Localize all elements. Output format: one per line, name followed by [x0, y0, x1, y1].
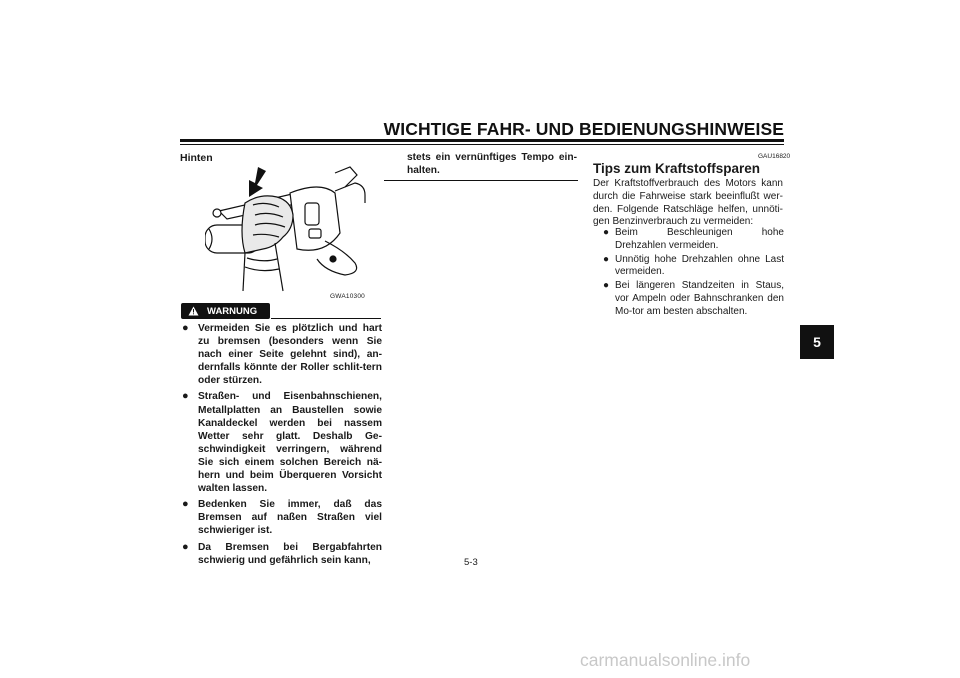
bullet-icon: ● — [603, 227, 610, 238]
page-header-title: WICHTIGE FAHR- UND BEDIENUNGSHINWEISE — [383, 119, 784, 139]
chapter-tab: 5 — [800, 325, 834, 359]
tip-item — [603, 227, 784, 253]
warning-item — [182, 541, 382, 567]
tip-text: Beim Beschleunigen hohe Drehzahlen vermeiden. — [615, 227, 784, 251]
fuel-tips-intro: Der Kraftstoffverbrauch des Motors kann durch die Fahrweise stark beeinflußt wer-den. Folgende Ratschläge helfen, unnöti-gen Benzinverbrauch zu vermeiden: — [593, 178, 783, 228]
warning-continuation: stets ein vernünftiges Tempo ein-halten. — [407, 152, 577, 176]
warning-text: Straßen- und Eisenbahnschienen, Metallplatten an Baustellen sowie Kanaldeckel werden bei nassem Wetter sehr glatt. Deshalb Ge-schwindigkeit verringern, während Sie sich einem solchen Bereich nä-hern und beim Überqueren Vorsicht walten lassen. — [198, 391, 382, 495]
warning-triangle-icon — [188, 306, 199, 316]
section-heading-rear: Hinten — [180, 152, 213, 164]
warning-item — [182, 322, 382, 387]
fuel-tips-list — [603, 227, 784, 320]
warning-label: WARNUNG — [207, 305, 258, 317]
section-heading-fuel-tips: Tips zum Kraftstoffsparen — [593, 161, 761, 176]
tip-text: Bei längeren Standzeiten in Staus, vor Ampeln oder Bahnschranken den Mo-tor am besten abschalten. — [615, 280, 784, 317]
warning-end-rule — [384, 180, 578, 181]
tip-text: Unnötig hohe Drehzahlen ohne Last vermeiden. — [615, 253, 784, 278]
bullet-icon: ● — [603, 280, 610, 292]
tip-item — [603, 280, 784, 318]
warning-badge — [181, 303, 270, 319]
bullet-icon: ● — [182, 322, 189, 334]
tip-item — [603, 254, 784, 280]
warning-text: Bedenken Sie immer, daß das Bremsen auf naßen Straßen viel schwieriger ist. — [198, 499, 382, 537]
section-code: GAU16820 — [758, 153, 791, 160]
header-rule-thin — [180, 144, 784, 145]
rear-brake-lever-illustration — [205, 163, 375, 293]
warning-text: Vermeiden Sie es plötzlich und hart zu bremsen (besonders wenn Sie nach einer Seite gelehnt sind), an-dernfalls könnte der Roller schlit-tern oder stürzen. — [198, 323, 382, 387]
warning-item — [182, 390, 382, 495]
figure-code: GWA10300 — [330, 293, 365, 300]
warning-item — [182, 498, 382, 537]
bullet-icon: ● — [603, 253, 610, 265]
bullet-icon: ● — [182, 540, 189, 553]
warning-list — [182, 322, 382, 570]
page-number: 5-3 — [464, 557, 478, 568]
warning-text: Da Bremsen bei Bergabfahrten schwierig und gefährlich sein kann, — [198, 541, 382, 566]
watermark: carmanualsonline.info — [580, 650, 751, 670]
header-rule-thick — [180, 139, 784, 142]
bullet-icon: ● — [182, 390, 189, 403]
warning-rule — [271, 318, 381, 319]
bullet-icon: ● — [182, 498, 189, 511]
